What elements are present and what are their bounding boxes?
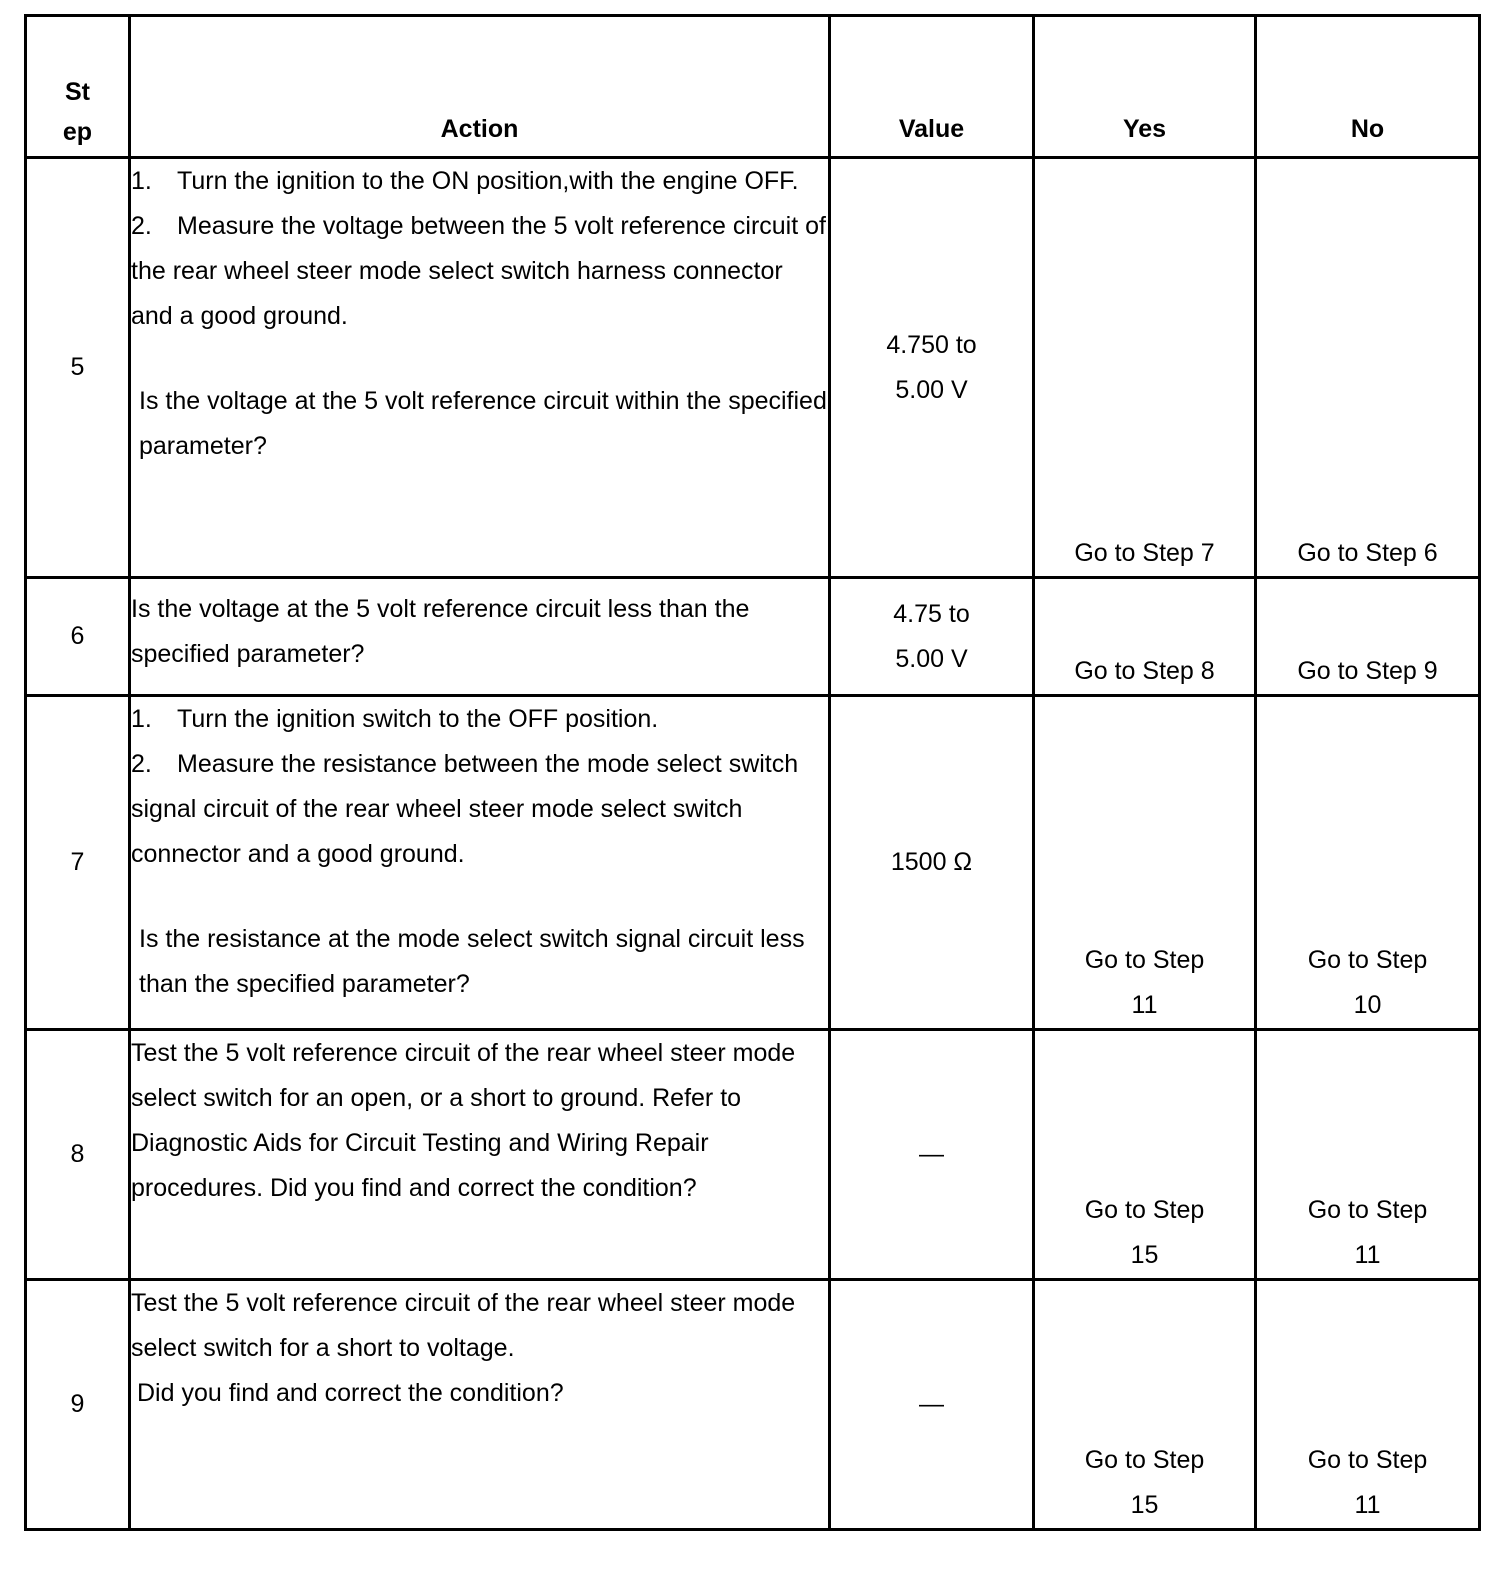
- no-cell: Go to Step 9: [1256, 578, 1480, 696]
- action-cell: [130, 696, 830, 1030]
- no-cell: Go to Step 11: [1256, 1280, 1480, 1530]
- action-step: 2. Measure the resistance between the mode select switch signal circuit of the rear wheel steer mode select switch connector and a good ground.: [131, 750, 799, 868]
- action-cell: Is the voltage at the 5 volt reference circuit less than the specified parameter?: [130, 578, 830, 696]
- value-cell: 1500 Ω: [830, 696, 1034, 1030]
- action-question: Did you find and correct the condition?: [137, 1379, 564, 1407]
- value-cell: 4.75 to 5.00 V: [830, 578, 1034, 696]
- header-value: Value: [830, 16, 1034, 158]
- value-cell: —: [830, 1280, 1034, 1530]
- diagnostic-table: [24, 14, 1481, 1531]
- yes-cell: Go to Step 7: [1034, 158, 1256, 578]
- action-cell: Test the 5 volt reference circuit of the rear wheel steer mode select switch for an open, or a short to ground. Refer to Diagnostic Aids for Circuit Testing and Wiring Repair procedures. Did you find and correct the condition?: [130, 1030, 830, 1280]
- action-cell: Test the 5 volt reference circuit of the rear wheel steer mode select switch for a short to voltage. Did you find and correct the condition?: [130, 1280, 830, 1530]
- action-cell: [130, 158, 830, 578]
- action-step: 1. Turn the ignition to the ON position,with the engine OFF.: [131, 167, 799, 195]
- action-question: Is the voltage at the 5 volt reference circuit within the specified parameter?: [139, 387, 827, 460]
- action-question: Is the resistance at the mode select switch signal circuit less than the specified parameter?: [139, 925, 805, 998]
- value-cell: 4.750 to 5.00 V: [830, 158, 1034, 578]
- table-row: [26, 578, 1480, 696]
- action-step: 1. Turn the ignition switch to the OFF position.: [131, 705, 659, 733]
- header-step: St ep: [26, 16, 130, 158]
- step-number: 5: [26, 158, 130, 578]
- action-step: 2. Measure the voltage between the 5 volt reference circuit of the rear wheel steer mode select switch harness connector and a good ground.: [131, 212, 826, 330]
- no-cell: Go to Step 11: [1256, 1030, 1480, 1280]
- no-cell: Go to Step 10: [1256, 696, 1480, 1030]
- step-number: 8: [26, 1030, 130, 1280]
- header-row: [26, 16, 1480, 158]
- step-number: 7: [26, 696, 130, 1030]
- header-yes: Yes: [1034, 16, 1256, 158]
- table-row: [26, 1280, 1480, 1530]
- table-row: [26, 158, 1480, 578]
- header-action: Action: [130, 16, 830, 158]
- table-row: [26, 696, 1480, 1030]
- step-number: 9: [26, 1280, 130, 1530]
- table-row: [26, 1030, 1480, 1280]
- yes-cell: Go to Step 11: [1034, 696, 1256, 1030]
- header-no: No: [1256, 16, 1480, 158]
- yes-cell: Go to Step 15: [1034, 1280, 1256, 1530]
- value-cell: —: [830, 1030, 1034, 1280]
- yes-cell: Go to Step 8: [1034, 578, 1256, 696]
- no-cell: Go to Step 6: [1256, 158, 1480, 578]
- yes-cell: Go to Step 15: [1034, 1030, 1256, 1280]
- step-number: 6: [26, 578, 130, 696]
